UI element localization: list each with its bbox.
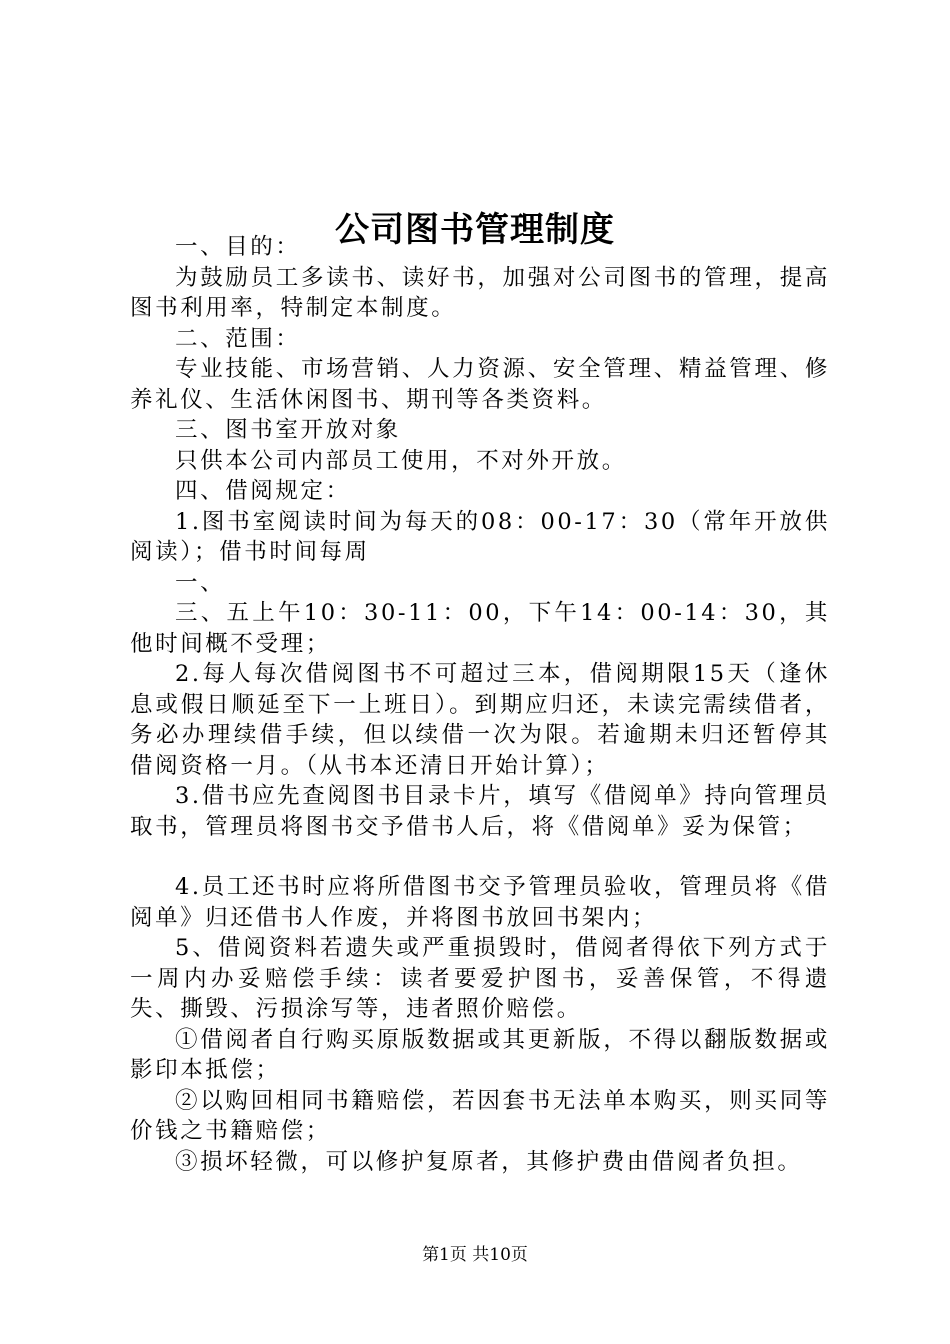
heading-borrowing-rules: 四、借阅规定： xyxy=(175,478,351,504)
page-title: 公司图书管理制度 xyxy=(335,209,615,250)
rule-2-limits: 2.每人每次借阅图书不可超过三本，借阅期限15天（逢休息或假日顺延至下一上班日）。到期应归还，未读完需续借者，务必办理续借手续，但以续借一次为限。若逾期未归还暂停其借阅资格一月。（从书本还清日开始计算）； xyxy=(130,661,830,779)
paragraph-scope: 专业技能、市场营销、人力资源、安全管理、精益管理、修养礼仪、生活休闲图书、期刊等各类资料。 xyxy=(130,356,830,413)
rule-3-checkout: 3.借书应先查阅图书目录卡片，填写《借阅单》持向管理员取书，管理员将图书交予借书人后，将《借阅单》妥为保管； xyxy=(130,783,830,840)
page-footer: 第1页 共10页 xyxy=(422,1245,528,1265)
compensation-option-1: ①借阅者自行购买原版数据或其更新版，不得以翻版数据或影印本抵偿； xyxy=(130,1026,830,1083)
compensation-option-2: ②以购回相同书籍赔偿，若因套书无法单本购买，则买同等价钱之书籍赔偿； xyxy=(130,1087,830,1144)
rule-4-return: 4.员工还书时应将所借图书交予管理员验收，管理员将《借阅单》归还借书人作废，并将图书放回书架内； xyxy=(130,874,830,931)
document-body xyxy=(130,232,830,1177)
rule-1-hours: 1.图书室阅读时间为每天的08：00-17：30（常年开放供阅读）；借书时间每周 xyxy=(130,508,830,565)
compensation-option-3: ③损坏轻微，可以修护复原者，其修护费由借阅者负担。 xyxy=(175,1148,803,1175)
heading-purpose: 一、目的： xyxy=(175,234,301,260)
rule-5-compensation: 5、借阅资料若遗失或严重损毁时，借阅者得依下列方式于一周内办妥赔偿手续：读者要爱护图书，妥善保管，不得遗失、撕毁、污损涂写等，违者照价赔偿。 xyxy=(130,935,830,1022)
heading-audience: 三、图书室开放对象 xyxy=(175,417,401,443)
rule-1-fragment: 一、 xyxy=(175,569,226,596)
heading-scope: 二、范围： xyxy=(175,325,301,352)
rule-1-continued: 三、五上午10：30-11：00，下午14：00-14：30，其他时间概不受理； xyxy=(130,600,830,657)
paragraph-purpose: 为鼓励员工多读书、读好书，加强对公司图书的管理，提高图书利用率，特制定本制度。 xyxy=(130,264,830,321)
paragraph-audience: 只供本公司内部员工使用，不对外开放。 xyxy=(175,447,627,474)
